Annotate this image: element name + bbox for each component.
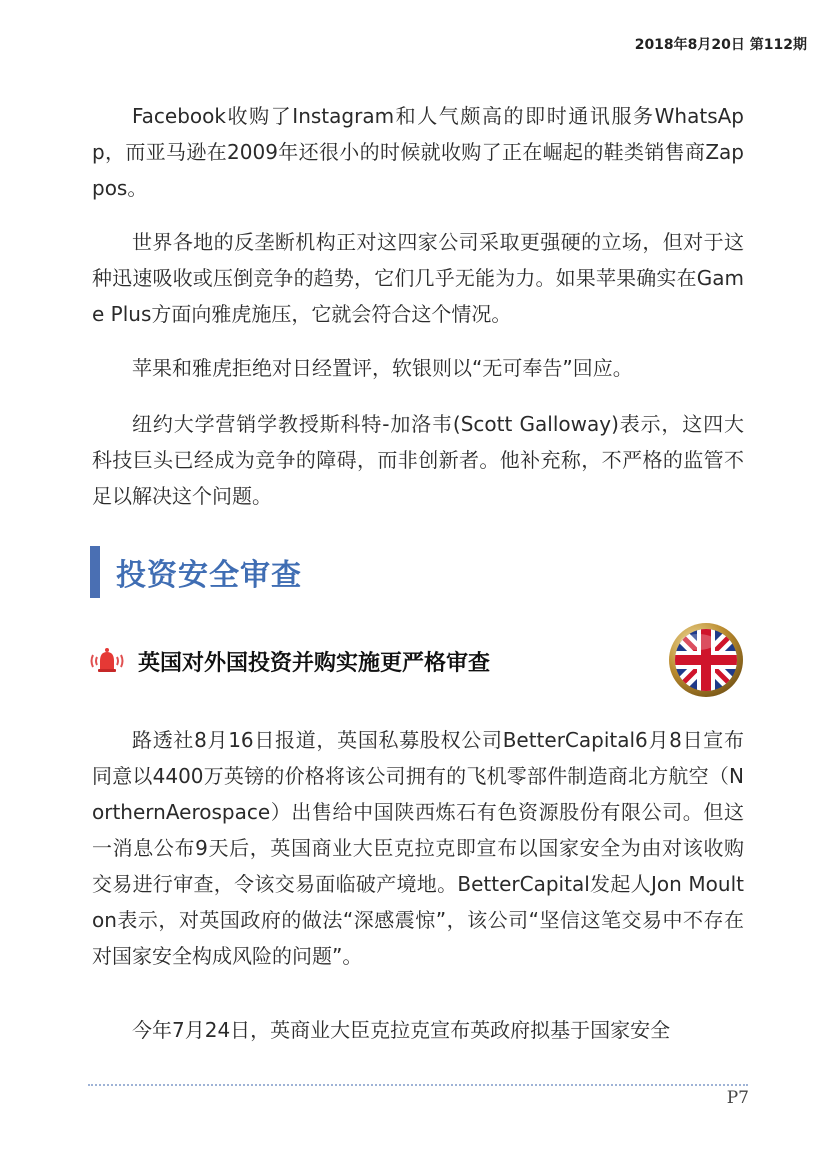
paragraph-3: 苹果和雅虎拒绝对日经置评，软银则以“无可奉告”回应。 xyxy=(132,356,633,380)
page-number: P7 xyxy=(726,1088,749,1108)
footer-divider xyxy=(88,1084,748,1086)
article-paragraph-1: 路透社8月16日报道，英国私募股权公司BetterCapital6月8日宣布同意以4400万英镑的价格将该公司拥有的飞机零部件制造商北方航空（NorthernAerospace）出售给中国陕西炼石有色资源股份有限公司。但这一消息公布9天后，英国商业大臣克拉克即宣布以国家安全为由对该收购交易进行审查，令该交易面临破产境地。BetterCapital发起人Jon Moulton表示，对英国政府的做法“深感震惊”，该公司“坚信这笔交易中不存在对国家安全构成风险的问题”。 xyxy=(92,728,744,968)
alarm-bell-icon xyxy=(88,646,126,676)
article-heading xyxy=(88,643,490,679)
uk-flag-icon xyxy=(668,622,744,698)
section-accent-bar xyxy=(90,546,100,598)
article-paragraph-2: 今年7月24日，英商业大臣克拉克宣布英政府拟基于国家安全 xyxy=(132,1018,671,1042)
section-heading xyxy=(90,546,302,598)
section-title: 投资安全审查 xyxy=(116,558,302,593)
article-title: 英国对外国投资并购实施更严格审查 xyxy=(138,650,491,676)
paragraph-1: Facebook收购了Instagram和人气颇高的即时通讯服务WhatsApp，而亚马逊在2009年还很小的时候就收购了正在崛起的鞋类销售商Zappos。 xyxy=(92,104,744,200)
paragraph-4: 纽约大学营销学教授斯科特-加洛韦(Scott Galloway)表示，这四大科技巨头已经成为竞争的障碍，而非创新者。他补充称，不严格的监管不足以解决这个问题。 xyxy=(92,412,744,508)
paragraph-2: 世界各地的反垄断机构正对这四家公司采取更强硬的立场，但对于这种迅速吸收或压倒竞争的趋势，它们几乎无能为力。如果苹果确实在Game Plus方面向雅虎施压，它就会符合这个情况。 xyxy=(92,230,744,326)
issue-date: 2018年8月20日 第112期 xyxy=(634,37,807,53)
